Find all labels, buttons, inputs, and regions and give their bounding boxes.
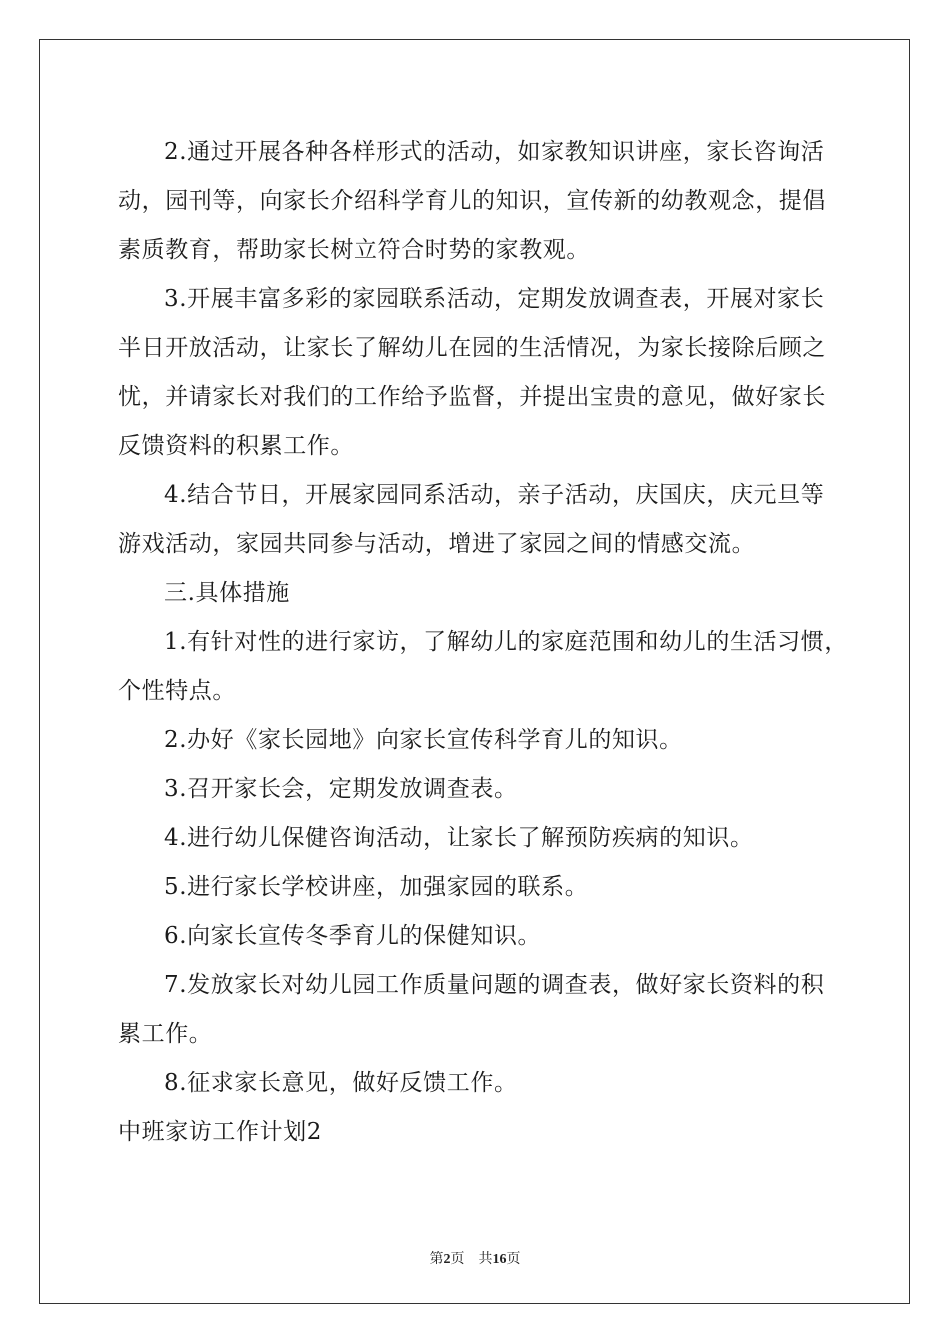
footer-page-number: 2 — [443, 1252, 451, 1267]
text-line: 2.办好《家长园地》向家长宣传科学育儿的知识。 — [164, 727, 683, 753]
text-line: 7.发放家长对幼儿园工作质量问题的调查表，做好家长资料的积 — [164, 972, 825, 998]
text-line: 5.进行家长学校讲座，加强家园的联系。 — [164, 874, 589, 900]
page-footer — [0, 1248, 950, 1268]
footer-page-suffix: 页 — [450, 1252, 465, 1267]
text-line: 忧，并请家长对我们的工作给予监督，并提出宝贵的意见，做好家长 — [118, 384, 826, 410]
footer-page-prefix: 第 — [429, 1252, 444, 1267]
footer-total-pages: 16 — [492, 1252, 507, 1267]
text-line: 半日开放活动，让家长了解幼儿在园的生活情况，为家长接除后顾之 — [118, 335, 826, 361]
text-line: 动，园刊等，向家长介绍科学育儿的知识，宣传新的幼教观念，提倡 — [118, 188, 826, 214]
text-line: 1.有针对性的进行家访，了解幼儿的家庭范围和幼儿的生活习惯， — [164, 629, 848, 655]
text-line: 素质教育，帮助家长树立符合时势的家教观。 — [118, 237, 590, 263]
text-line: 反馈资料的积累工作。 — [118, 433, 354, 459]
text-line: 中班家访工作计划2 — [118, 1119, 323, 1145]
text-line: 三.具体措施 — [164, 580, 290, 606]
footer-total-suffix: 页 — [506, 1252, 521, 1267]
footer-total-prefix: 共 — [478, 1252, 493, 1267]
text-line: 4.结合节日，开展家园同系活动，亲子活动，庆国庆，庆元旦等 — [164, 482, 825, 508]
text-line: 4.进行幼儿保健咨询活动，让家长了解预防疾病的知识。 — [164, 825, 754, 851]
text-line: 游戏活动，家园共同参与活动，增进了家园之间的情感交流。 — [118, 531, 756, 557]
text-line: 3.召开家长会，定期发放调查表。 — [164, 776, 518, 802]
document-body — [118, 128, 848, 1157]
text-line: 累工作。 — [118, 1021, 213, 1047]
text-line: 6.向家长宣传冬季育儿的保健知识。 — [164, 923, 542, 949]
text-line: 2.通过开展各种各样形式的活动，如家教知识讲座，家长咨询活 — [164, 139, 825, 165]
text-line: 8.征求家长意见，做好反馈工作。 — [164, 1070, 518, 1096]
text-line: 3.开展丰富多彩的家园联系活动，定期发放调查表，开展对家长 — [164, 286, 825, 312]
text-line: 个性特点。 — [118, 678, 236, 704]
